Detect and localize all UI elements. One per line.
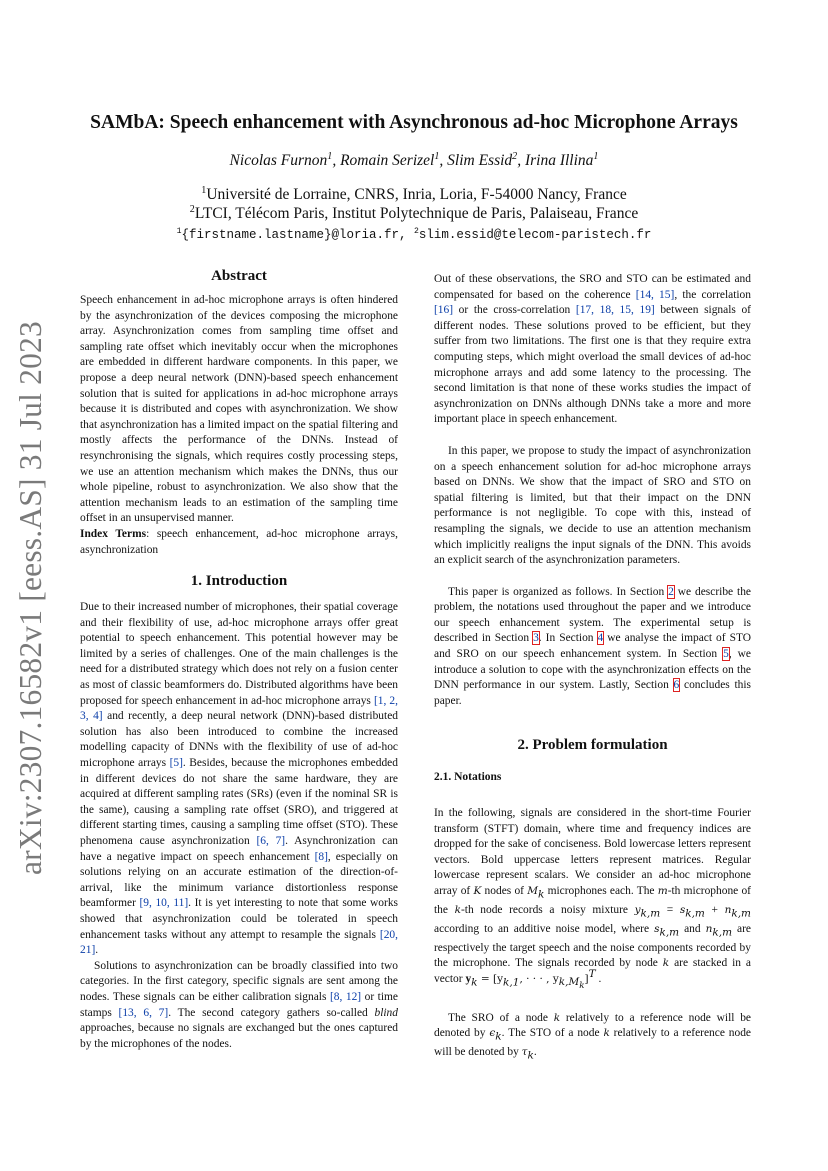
- citation-link[interactable]: [5]: [169, 757, 183, 770]
- section-link[interactable]: 4: [597, 632, 604, 645]
- citation-link[interactable]: [17, 18, 15, 19]: [575, 304, 655, 317]
- affiliation-1: [60, 186, 768, 204]
- affiliation-2: [60, 205, 768, 223]
- math-subscript: k,m: [731, 907, 751, 920]
- math-symbol: k: [454, 903, 461, 916]
- text-run: .: [533, 1046, 537, 1059]
- math-symbol: s: [654, 922, 660, 935]
- math-subscript: k: [495, 1030, 502, 1043]
- problem-formulation-heading: 2. Problem formulation: [517, 737, 668, 754]
- text-run: . The second category gathers so-called: [168, 1006, 375, 1019]
- math-symbol: m: [657, 885, 668, 897]
- text-run: , especially on solutions relying on an accurate estimation of the direction-of-arrival, like the minimum variance distortionless response beamformer: [80, 850, 398, 910]
- math-subscript-part: k,M: [558, 976, 580, 989]
- text-run: and recently, a deep neural network (DNN)-based distributed solution has also been introduced to combine the increased modelling capacity of DNNs with the flexibility of use of ad-hoc microphone arrays: [80, 710, 398, 770]
- math-symbol: k: [553, 1011, 561, 1024]
- math-symbol: K: [473, 885, 482, 897]
- text-run: we describe the problem, the notations used throughout the paper and we introduce our speech enhancement system. The experimental setup is described in Section: [434, 585, 752, 645]
- citation-link[interactable]: [1, 2, 3, 4]: [80, 694, 398, 723]
- text-run: -th node records a noisy mixture: [460, 903, 635, 916]
- text-run: concludes this paper.: [434, 679, 751, 707]
- email-mark: 1: [176, 226, 182, 236]
- text-run: according to an additive noise model, where: [434, 922, 655, 935]
- text-run: . The STO of a node: [501, 1027, 604, 1040]
- math-symbol: n: [724, 903, 732, 916]
- citation-link[interactable]: [13, 6, 7]: [118, 1006, 169, 1019]
- math-operator: =: [660, 903, 680, 916]
- section-link[interactable]: 3: [533, 632, 539, 645]
- text-run: are stacked in a vector: [434, 957, 752, 985]
- text-run: -th microphone of the: [434, 885, 751, 916]
- affiliation-text: LTCI, Télécom Paris, Institut Polytechnique de Paris, Palaiseau, France: [194, 205, 639, 222]
- text-run: Due to their increased number of microphones, their spatial coverage and their flexibility of use, ad-hoc microphone arrays offer great potential to speech enhancement. This potential however may be limited by a series of challenges. One of the main challenges is the need for a distributed strategy which does not rely on a fusion center as most of classic beamformers do. Distributed algorithms have been proposed for speech enhancement in ad-hoc microphone arrays: [80, 601, 398, 707]
- author-emails: [60, 228, 768, 242]
- introduction-heading: 1. Introduction: [190, 573, 288, 590]
- email-mark: 2: [414, 226, 419, 236]
- affiliation-mark: 2: [189, 203, 195, 215]
- citation-link[interactable]: [8]: [314, 850, 328, 863]
- author-affil-mark: 1: [327, 150, 333, 162]
- author-name: Slim Essid: [447, 152, 513, 169]
- math-subscript: k,m: [640, 907, 661, 920]
- author-name: Nicolas Furnon: [229, 152, 328, 169]
- email-2: slim.essid@telecom-paristech.fr: [418, 228, 652, 242]
- affiliation-mark: 1: [201, 184, 207, 196]
- email-1: {firstname.lastname}@loria.fr,: [181, 228, 407, 242]
- abstract-heading: Abstract: [211, 268, 267, 284]
- math-symbol: k: [662, 957, 670, 970]
- math-symbol: ϵ: [489, 1027, 496, 1040]
- text-run: . In Section: [538, 632, 598, 645]
- paper-title: SAMbA: Speech enhancement with Asynchronous ad-hoc Microphone Arrays: [90, 112, 738, 133]
- index-terms: [80, 527, 398, 558]
- math-subscript: k: [471, 976, 478, 989]
- author-name: Romain Serizel: [340, 152, 435, 169]
- citation-link[interactable]: [8, 12]: [329, 990, 362, 1003]
- emphasis: blind: [374, 1006, 398, 1019]
- right-paragraph-2: In this paper, we propose to study the impact of asynchronization on a speech enhancement solution for ad-hoc microphone arrays based on DNNs. We show that the impact of SRO and STO on spatial filtering is limited, but that their impact on the DNN performance is not negligible. To cope with this, instead of resampling the signals, we decide to use an attention mechanism which implicitly realigns the input signals of the DNN. This avoids an explicit search of the asynchronization parameters.: [434, 444, 751, 567]
- text-run: Solutions to asynchronization can be broadly classified into two categories. In the first category, specific signals are sent among the nodes. These signals can be either calibration signals: [80, 959, 398, 1003]
- text-run: In the following, signals are considered in the short-time Fourier transform (STFT) domain, where time and frequency indices are dropped for the sake of conciseness. Bold lowercase letters represent vectors. Bold uppercase letters represent matrices. Regular lowercase represent scalars. We consider an ad-hoc microphone array of: [434, 807, 751, 897]
- text-run: relatively to a reference node will be denoted by: [434, 1011, 751, 1040]
- right-column: [434, 272, 751, 1064]
- text-run: .: [595, 972, 602, 985]
- text-run: , the correlation: [674, 288, 751, 301]
- section-link[interactable]: 6: [673, 679, 680, 692]
- citation-link[interactable]: [14, 15]: [635, 288, 675, 301]
- math-subscript: k: [527, 1049, 534, 1062]
- math-subscript: k,m: [659, 926, 680, 939]
- text-run: . Besides, because the microphones embedded in different devices do not share the same hardware, they are acquired at different sampling rates (SRs) (even if the nominal SR is the same), causing a sampling rate offset (SRO), and triggered at different starting times, causing a sampling time offset (STO). These phenomena cause asynchronization: [80, 757, 398, 847]
- index-terms-text: : speech enhancement, ad-hoc microphone arrays, asynchronization: [80, 527, 398, 556]
- math-subscript: k,1: [503, 976, 520, 989]
- text-run: or the cross-correlation: [453, 304, 576, 317]
- math-subscript: k,m: [712, 926, 733, 939]
- text-run: microphones each. The: [544, 885, 658, 897]
- math-subscript: [558, 976, 585, 992]
- abstract-text: Speech enhancement in ad-hoc microphone arrays is often hindered by the asynchronization of the devices composing the microphone array. Asynchronization comes from sampling time offset and sampling rate offset which inevitably occur when the microphones are embedded in different hardware components. In this paper, we propose a deep neural network (DNN)-based speech enhancement solution that is suited for applications in ad-hoc microphone arrays because it is distributed and copes with asynchronization. We show that asynchronization has a limited impact on the spatial filtering and mostly affects the performance of the DNNs. Instead of resynchronising the signals, which requires costly processing steps, we use an attention mechanism which makes the DNNs, thus our whole pipeline, robust to asynchronization. We also show that the attention mechanism leads to an estimation of the sampling time offset in an unsupervised manner.: [80, 294, 398, 525]
- text-run: are respectively the target speech and the noise components recorded by the microphone. The signals recorded by node: [434, 922, 752, 970]
- arxiv-identifier-stamp: arXiv:2307.16582v1 [eess.AS] 31 Jul 2023: [13, 321, 48, 875]
- math-subscript: k,m: [685, 907, 705, 920]
- text-run: The SRO of a node: [448, 1011, 554, 1024]
- section-link[interactable]: 2: [668, 585, 674, 598]
- math-subscript-part: k: [579, 981, 585, 992]
- text-run: between signals of different nodes. These solutions proved to be efficient, but they suffer from two limitations. The first one is that they require extra computing steps, which might overload the small devices of ad-hoc microphone arrays and add some latency to the processing. The second limitation is that none of these works studies the impact of asynchronization on DNNs although DNNs take a more and more important place in speech enhancement.: [434, 304, 751, 426]
- section-link[interactable]: 5: [723, 648, 729, 661]
- math-symbol: k: [603, 1027, 610, 1040]
- math-operator: +: [704, 903, 725, 916]
- author-affil-mark: 2: [512, 150, 518, 162]
- text-run: . It is yet interesting to note that some works showed that asynchronization could be tolerated in speech enhancement tasks without any attempt to resample the signals: [80, 897, 398, 941]
- index-terms-label: Index Terms: [80, 527, 147, 540]
- affiliation-text: Université de Lorraine, CNRS, Inria, Loria, F-54000 Nancy, France: [206, 186, 627, 203]
- math-superscript: T: [588, 968, 596, 980]
- math-subscript: k: [537, 888, 545, 901]
- math-symbol: s: [679, 903, 686, 916]
- text-run: This paper is organized as follows. In Section: [448, 585, 669, 598]
- citation-link[interactable]: [16]: [434, 304, 454, 317]
- text-run: relatively to a reference node will be denoted by: [434, 1027, 752, 1059]
- notations-paragraph: [434, 806, 751, 995]
- author-name: Irina Illina: [524, 152, 594, 169]
- left-column: [80, 266, 398, 1052]
- text-run: or time stamps: [80, 990, 399, 1019]
- intro-paragraph-2: [80, 959, 398, 1053]
- math-symbol: M: [527, 885, 538, 897]
- math-symbol: y: [634, 903, 641, 916]
- math-symbol: n: [705, 922, 713, 935]
- author-affil-mark: 1: [434, 150, 440, 162]
- text-run: we analyse the impact of STO and SRO on our speech enhancement system. In Section: [434, 632, 751, 661]
- text-run: approaches, because no signals are exchanged but the ones captured by the microphones of the nodes.: [80, 1022, 398, 1050]
- notations-heading: 2.1. Notations: [434, 771, 502, 784]
- right-paragraph-3: [434, 585, 751, 710]
- author-affil-mark: 1: [593, 150, 599, 162]
- text-run: .: [95, 944, 99, 957]
- math-expression: = [y: [477, 972, 504, 985]
- intro-paragraph-1: [80, 600, 398, 959]
- math-expression: ]: [584, 972, 589, 985]
- math-expression: , · · · , y: [519, 972, 559, 985]
- sro-sto-paragraph: [434, 1011, 751, 1064]
- text-run: nodes of: [481, 885, 528, 897]
- text-run: , we introduce a solution to cope with the asynchronization effects on the DNN performance in our system. Lastly, Section: [434, 648, 751, 692]
- citation-link[interactable]: [6, 7]: [256, 835, 286, 847]
- math-vector: y: [465, 972, 472, 985]
- right-paragraph-1: [434, 272, 751, 428]
- text-run: . Asynchronization can have a negative impact on speech enhancement: [80, 835, 398, 863]
- author-list: Nicolas Furnon$^1$, Romain Serizel$^1$, Slim Essid$^2$, Irina Illina$^1$: [229, 150, 599, 169]
- text-run: Out of these observations, the SRO and STO can be estimated and compensated for based on the coherence: [434, 273, 751, 301]
- citation-link[interactable]: [9, 10, 11]: [139, 897, 189, 910]
- math-symbol: τ: [521, 1046, 528, 1059]
- citation-link[interactable]: [20, 21]: [80, 928, 398, 957]
- text-run: and: [679, 922, 706, 935]
